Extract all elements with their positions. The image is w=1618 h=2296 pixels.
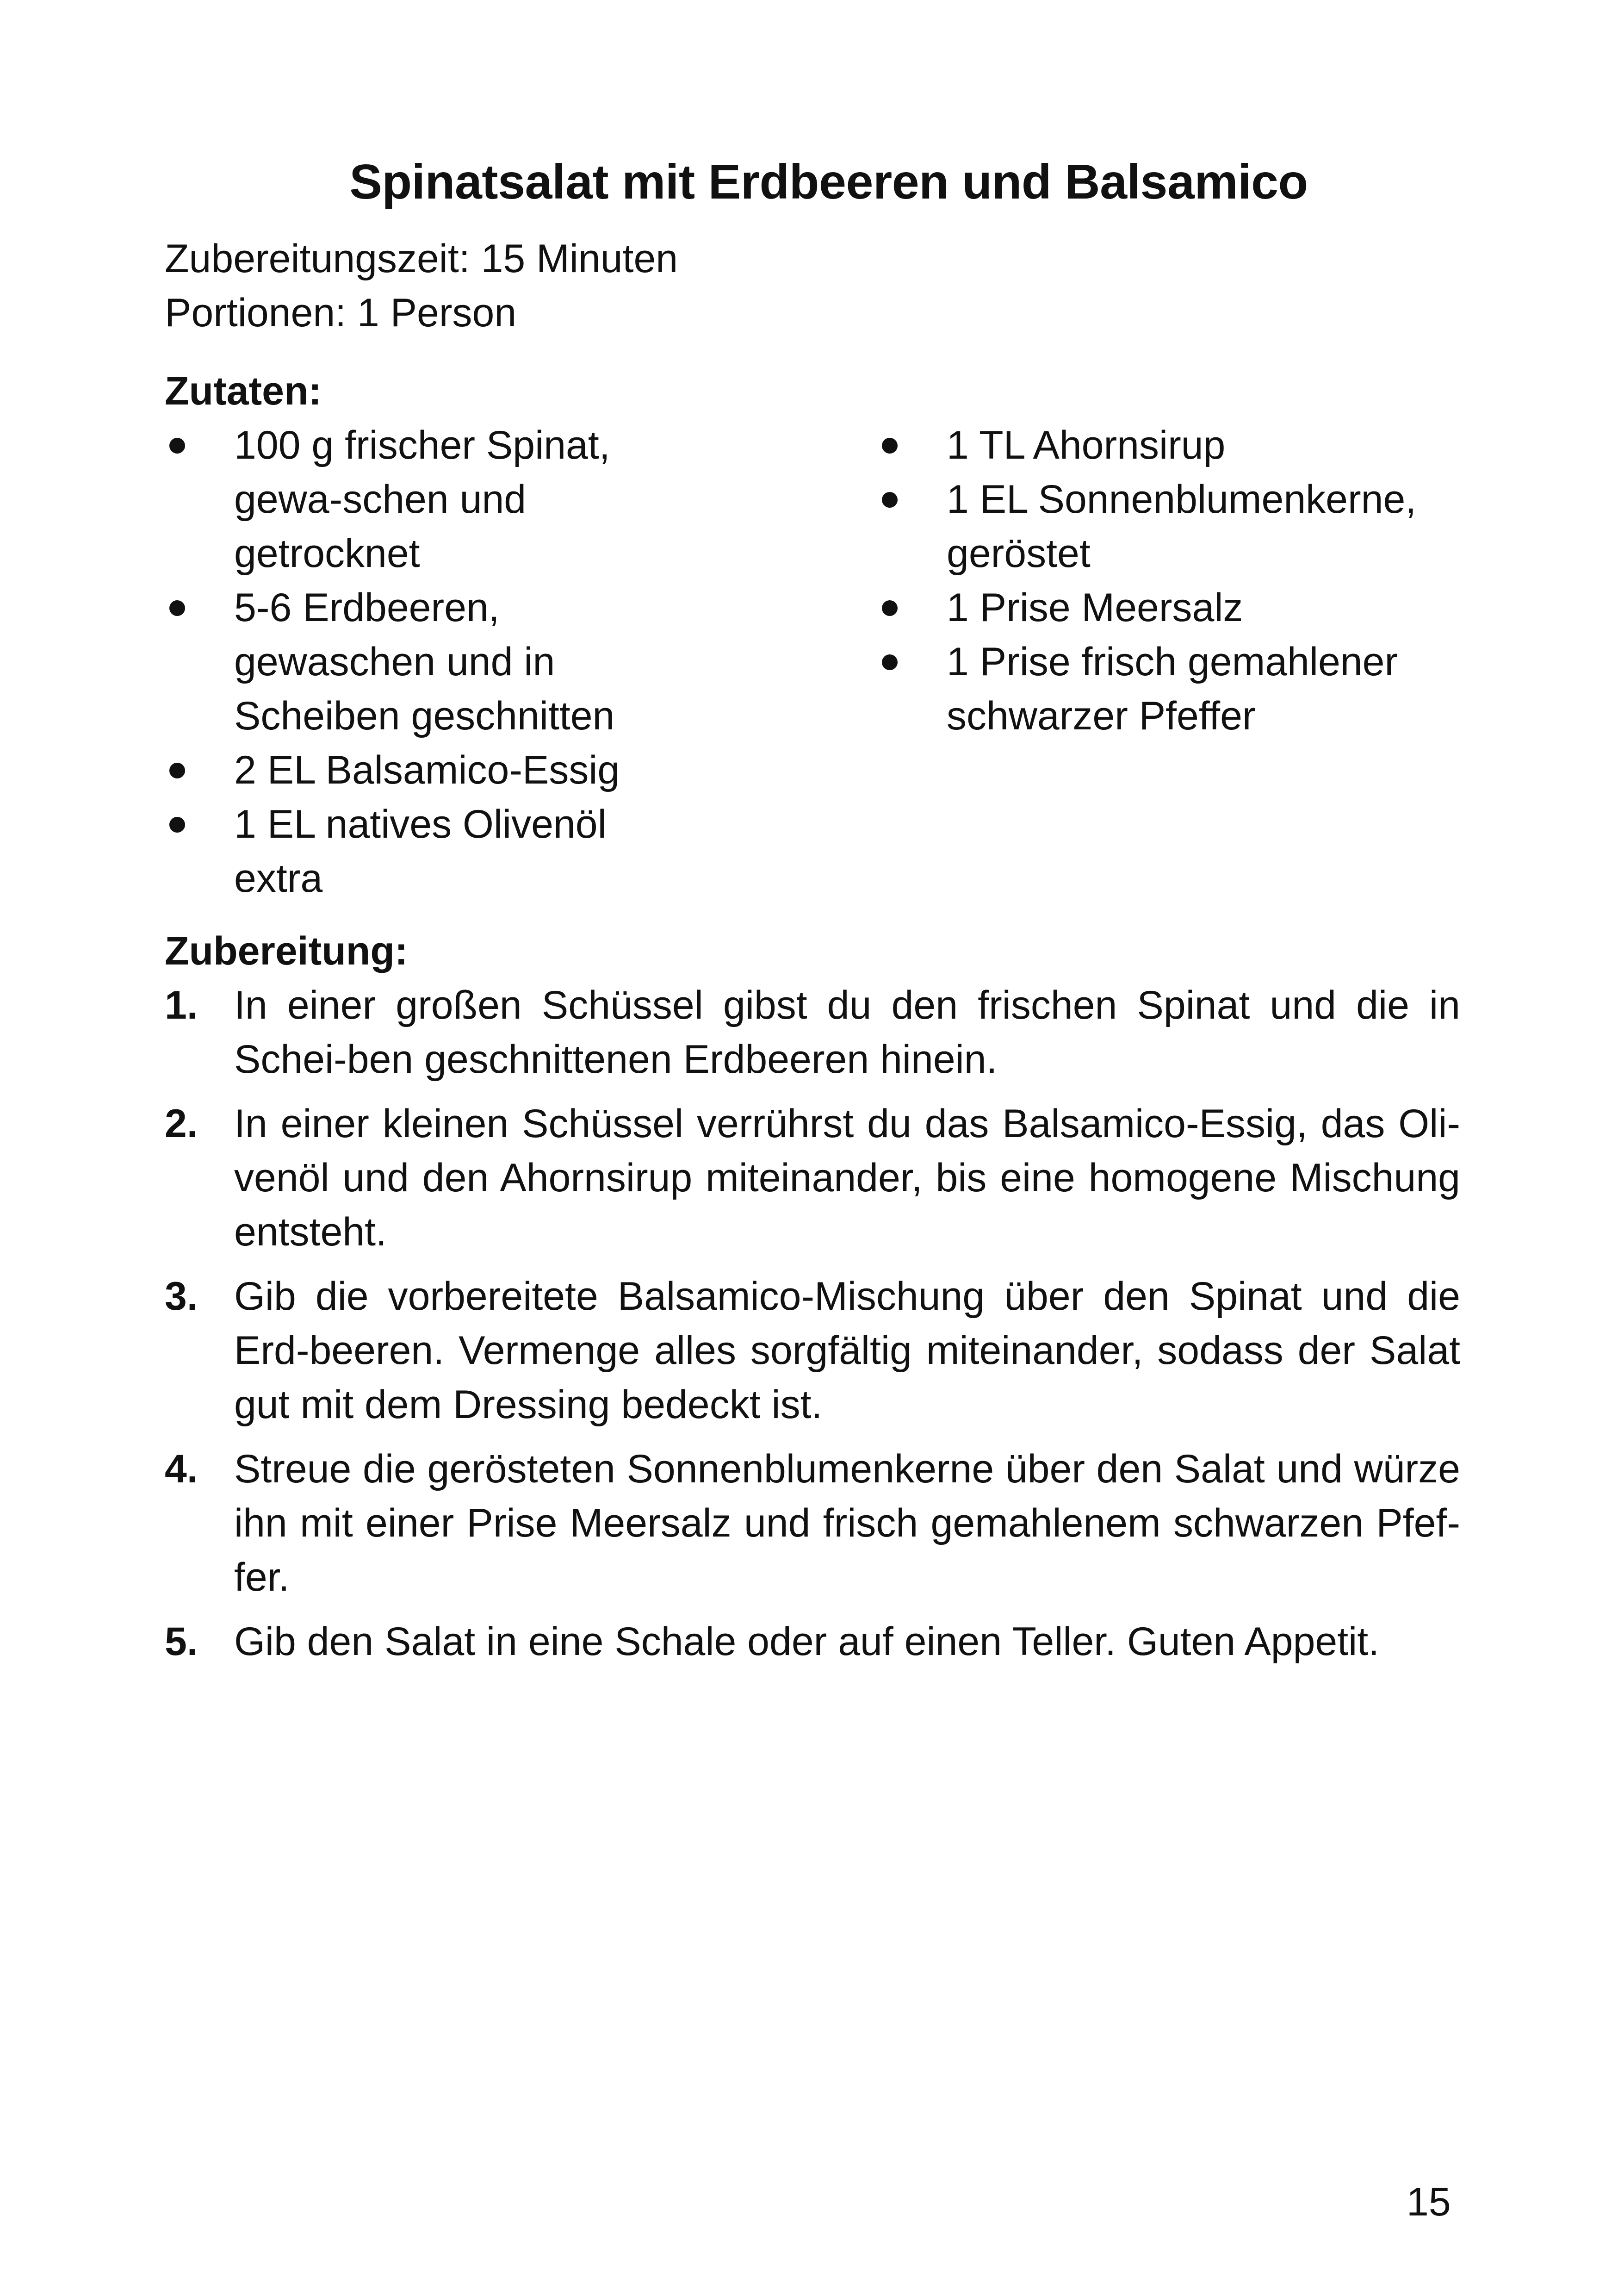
- ingredient-item: [877, 635, 1474, 743]
- page-number: 15: [1407, 2180, 1451, 2224]
- step-item: [165, 1615, 1460, 1669]
- ingredient-text: 100 g frischer Spinat, gewa-schen und getrocknet: [234, 423, 610, 576]
- bullet-icon: [169, 438, 185, 454]
- bullet-icon: [169, 763, 185, 778]
- ingredients-column-left: [165, 418, 877, 906]
- step-text: Gib die vorbereitete Balsamico-Mischung über den Spinat und die Erd-beeren. Vermenge alles sorgfältig miteinander, sodass der Salat gut mit dem Dressing bedeckt ist.: [234, 1274, 1460, 1427]
- bullet-icon: [169, 600, 185, 616]
- ingredient-item: [165, 581, 697, 743]
- step-number: 5.: [165, 1619, 198, 1664]
- ingredients-heading: Zutaten:: [165, 369, 322, 414]
- step-number: 4.: [165, 1447, 198, 1492]
- step-number: 2.: [165, 1101, 198, 1146]
- ingredient-item: [877, 418, 1474, 473]
- ingredient-item: [165, 797, 697, 906]
- recipe-meta: [165, 232, 1460, 340]
- ingredient-text: 5-6 Erdbeeren, gewaschen und in Scheiben geschnitten: [234, 585, 615, 739]
- ingredient-text: 1 EL Sonnenblumenkerne, geröstet: [947, 477, 1417, 576]
- prep-time: Zubereitungszeit: 15 Minuten: [165, 236, 678, 281]
- ingredients-column-right: [877, 418, 1460, 906]
- step-item: [165, 978, 1460, 1087]
- ingredient-item: [877, 473, 1474, 581]
- step-text: Streue die gerösteten Sonnenblumenkerne über den Salat und würze ihn mit einer Prise Meersalz und frisch gemahlenem schwarzen Pfef-fer.: [234, 1447, 1460, 1600]
- bullet-icon: [882, 492, 898, 508]
- bullet-icon: [882, 438, 898, 454]
- preparation-heading: Zubereitung:: [165, 929, 408, 974]
- step-item: [165, 1269, 1460, 1432]
- servings: Portionen: 1 Person: [165, 291, 517, 336]
- recipe-title: Spinatsalat mit Erdbeeren und Balsamico: [349, 155, 1308, 209]
- step-item: [165, 1442, 1460, 1605]
- step-item: [165, 1097, 1460, 1259]
- ingredients-list: [165, 418, 1460, 906]
- step-text: In einer großen Schüssel gibst du den frischen Spinat und die in Schei-ben geschnittenen Erdbeeren hinein.: [234, 983, 1460, 1082]
- bullet-icon: [169, 817, 185, 833]
- recipe-page: [165, 153, 1460, 1679]
- step-text: In einer kleinen Schüssel verrührst du das Balsamico-Essig, das Oli-venöl und den Ahornsirup miteinander, bis eine homogene Mischung entsteht.: [234, 1101, 1460, 1255]
- ingredient-text: 1 EL natives Olivenöl extra: [234, 802, 607, 901]
- bullet-icon: [882, 654, 898, 670]
- step-number: 3.: [165, 1274, 198, 1319]
- ingredient-text: 1 TL Ahornsirup: [947, 423, 1226, 468]
- ingredient-text: 2 EL Balsamico-Essig: [234, 748, 620, 793]
- ingredient-item: [165, 743, 697, 797]
- preparation-steps: [165, 978, 1460, 1669]
- ingredient-text: 1 Prise Meersalz: [947, 585, 1243, 630]
- ingredient-item: [165, 418, 697, 581]
- ingredient-text: 1 Prise frisch gemahlener schwarzer Pfeffer: [947, 640, 1398, 739]
- step-number: 1.: [165, 983, 198, 1028]
- bullet-icon: [882, 600, 898, 616]
- step-text: Gib den Salat in eine Schale oder auf einen Teller. Guten Appetit.: [234, 1619, 1380, 1664]
- ingredient-item: [877, 581, 1474, 635]
